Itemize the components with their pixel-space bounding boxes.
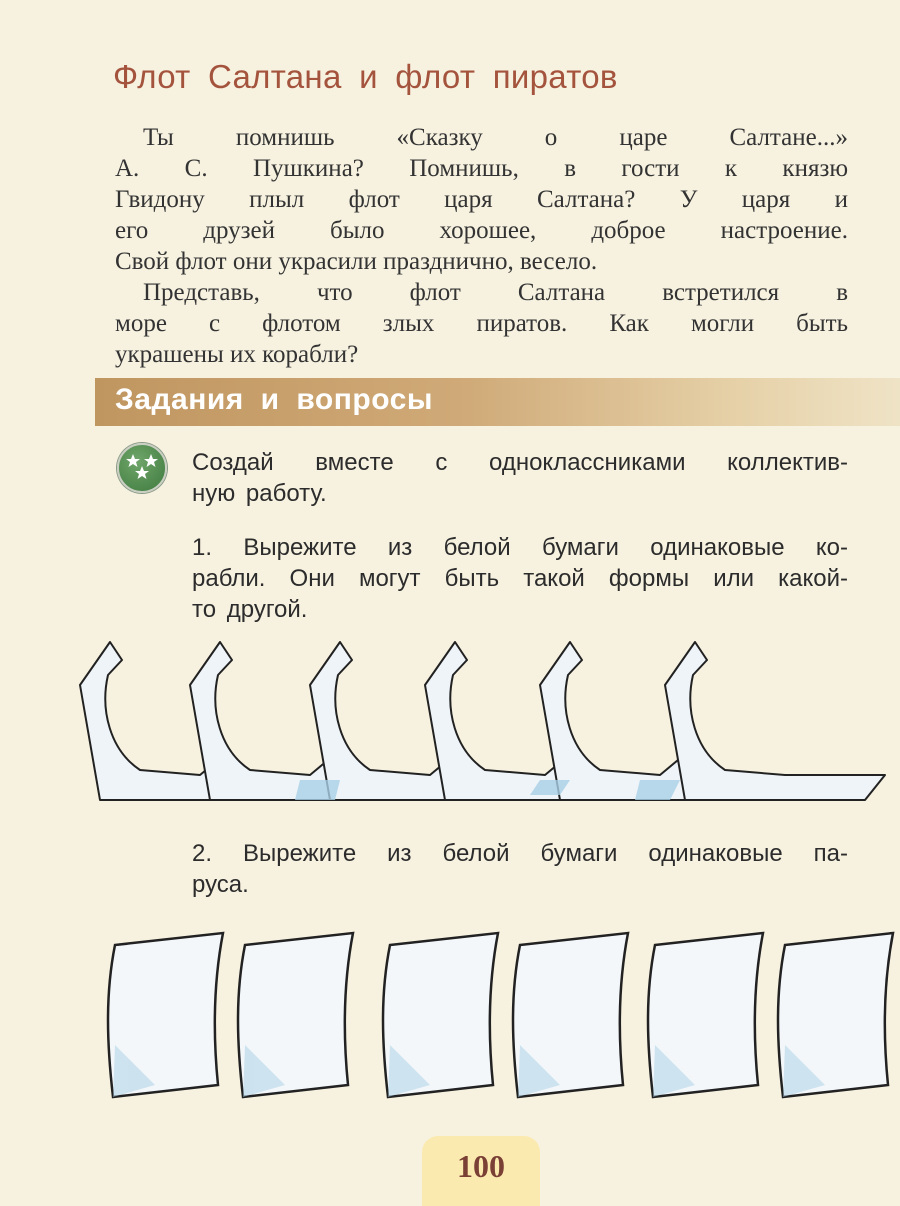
ship-shape: [665, 642, 885, 800]
text-line: Представь, что флот Салтана встретился в: [143, 279, 848, 306]
text-line: 2. Вырежите из белой бумаги одинаковые па-: [192, 840, 848, 867]
text-line: море с флотом злых пиратов. Как могли быть: [115, 310, 848, 337]
text-line: А. С. Пушкина? Помнишь, в гости к князю: [115, 155, 848, 182]
text-line: рабли. Они могут быть такой формы или какой-: [192, 565, 848, 592]
page-number-box: [422, 1136, 540, 1206]
text-line: руса.: [192, 871, 249, 898]
text-line: то другой.: [192, 596, 308, 623]
text-line: ную работу.: [192, 480, 327, 507]
text-line: Ты помнишь «Сказку о царе Салтане...»: [143, 124, 848, 151]
page-title: Флот Салтана и флот пиратов: [113, 58, 618, 95]
text-line: его друзей было хорошее, доброе настроение.: [115, 217, 848, 244]
intro-paragraph: [115, 122, 848, 370]
step-1: [192, 532, 848, 625]
text-line: Гвидону плыл флот царя Салтана? У царя и: [115, 186, 848, 213]
task-text: [192, 447, 848, 509]
text-line: украшены их корабли?: [115, 341, 359, 368]
page-number: 100: [457, 1148, 505, 1184]
text-line: Свой флот они украсили празднично, весело.: [115, 248, 598, 275]
text-line: 1. Вырежите из белой бумаги одинаковые ко-: [192, 534, 848, 561]
sails-illustration: [95, 925, 895, 1105]
step-2: [192, 838, 848, 900]
section-banner: [95, 378, 900, 426]
section-heading: Задания и вопросы: [115, 383, 433, 416]
three-stars-icon: [117, 443, 167, 493]
text-line: Создай вместе с одноклассниками коллектив-: [192, 449, 848, 476]
ships-illustration: [70, 630, 900, 810]
